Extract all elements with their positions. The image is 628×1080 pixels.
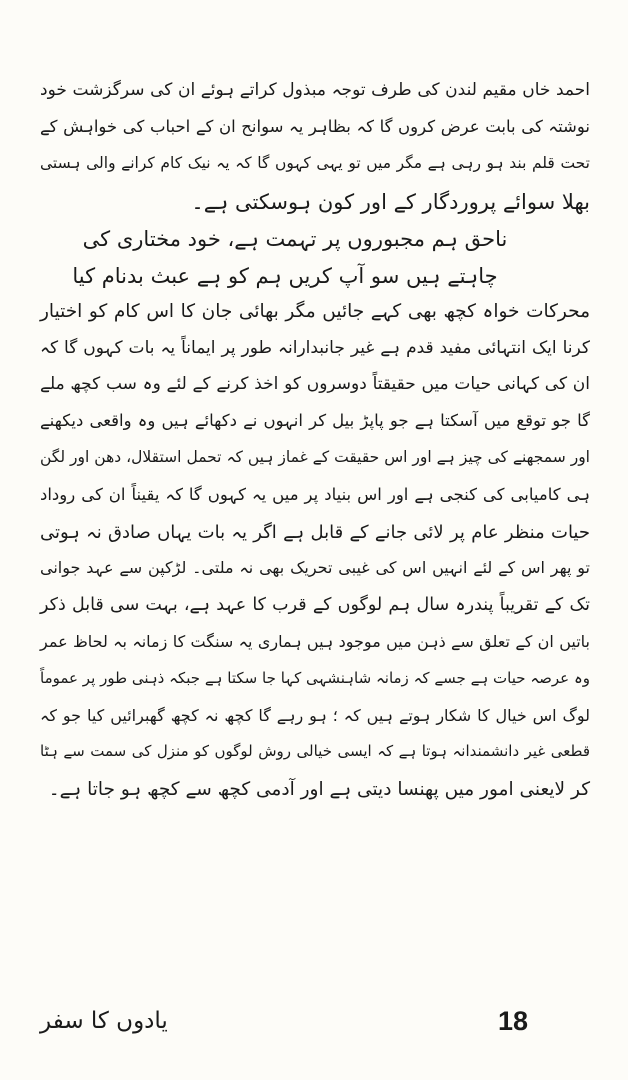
- text-line: احمد خاں مقیم لندن کی طرف توجہ مبذول کراتے ہوئے ان کی سرگزشت خود: [40, 80, 590, 100]
- text-line: ان کی کہانی حیات میں حقیقتاً دوسروں کو اخذ کرنے کے لئے وہ سب کچھ ملے: [40, 374, 590, 395]
- book-title: یادوں کا سفر: [40, 1008, 168, 1034]
- paragraph-1: [40, 74, 590, 221]
- text-line: قطعی غیر دانشمندانہ ہوتا ہے کہ ایسی خیالی روش لوگوں کو منزل کی سمت سے ہٹا: [40, 742, 590, 761]
- text-line: تک کے تقریباً پندرہ سال ہم لوگوں کے قرب کا عہد ہے، بہت سی قابل ذکر: [40, 595, 590, 616]
- text-line: بھلا سوائے پروردگار کے اور کون ہوسکتی ہے۔: [191, 190, 590, 215]
- text-line: محرکات خواہ کچھ بھی کہے جائیں مگر بھائی جان کا اس کام کو اختیار: [40, 300, 590, 322]
- verse-couplet: [40, 221, 590, 295]
- page-footer: [40, 1004, 590, 1044]
- text-line: گا جو توقع میں آسکتا ہے جو پاپڑ بیل کر انہوں نے دکھائے ہیں وہ واقعی دیکھنے: [40, 411, 590, 431]
- page-number: 18: [498, 1006, 529, 1036]
- verse-line: ناحق ہم مجبوروں پر تہمت ہے، خود مختاری کی: [82, 227, 508, 252]
- text-line: اور سمجھنے کی چیز ہے اور اس حقیقت کے غماز ہیں کہ تحمل استقلال، دھن اور لگن: [40, 447, 590, 466]
- text-line: حیات منظر عام پر لائی جانے کے قابل ہے اگر یہ بات یہاں صادق نہ ہوتی: [40, 521, 590, 543]
- paragraph-2: [40, 295, 590, 810]
- text-line: کرنا ایک انتہائی مفید قدم ہے غیر جانبدارانہ طور پر ایماناً یہ بات کہوں گا کہ: [40, 337, 590, 358]
- text-line: کر لایعنی امور میں پھنسا دیتی ہے اور آدمی کچھ سے کچھ ہو جاتا ہے۔: [48, 779, 590, 801]
- text-line: تحت قلم بند ہو رہی ہے مگر میں تو یہی کہوں گا کہ یہ نیک کام کرانے والی ہستی: [40, 153, 590, 172]
- text-line: نوشتہ کی بابت عرض کروں گا کہ بظاہر یہ سوانح ان کے احباب کی خواہش کے: [40, 116, 590, 136]
- text-line: تو پھر اس کے لئے انہیں اس کی غیبی تحریک بھی نہ ملتی۔ لڑکپن سے عہد جوانی: [40, 558, 590, 578]
- text-line: باتیں ان کے تعلق سے ذہن میں موجود ہیں ہماری یہ سنگت کا زمانہ بہ لحاظ عمر: [40, 631, 590, 651]
- verse-line: چاہتے ہیں سو آپ کریں ہم کو ہے عبث بدنام کیا: [72, 263, 498, 288]
- text-line: ہی کامیابی کی کنجی ہے اور اس بنیاد پر میں یہ کہوں گا کہ یقیناً ان کی روداد: [40, 484, 590, 504]
- text-line: لوگ اس خیال کا شکار ہوتے ہیں کہ ؛ ہو رہے گا کچھ نہ کچھ گھبرائیں کیا جو کہ: [40, 705, 590, 725]
- text-line: وہ عرصہ حیات ہے جسے کہ زمانہ شاہنشہی کہا جا سکتا ہے جبکہ ذہنی طور پر عموماً: [40, 668, 590, 687]
- page-body: [40, 74, 590, 810]
